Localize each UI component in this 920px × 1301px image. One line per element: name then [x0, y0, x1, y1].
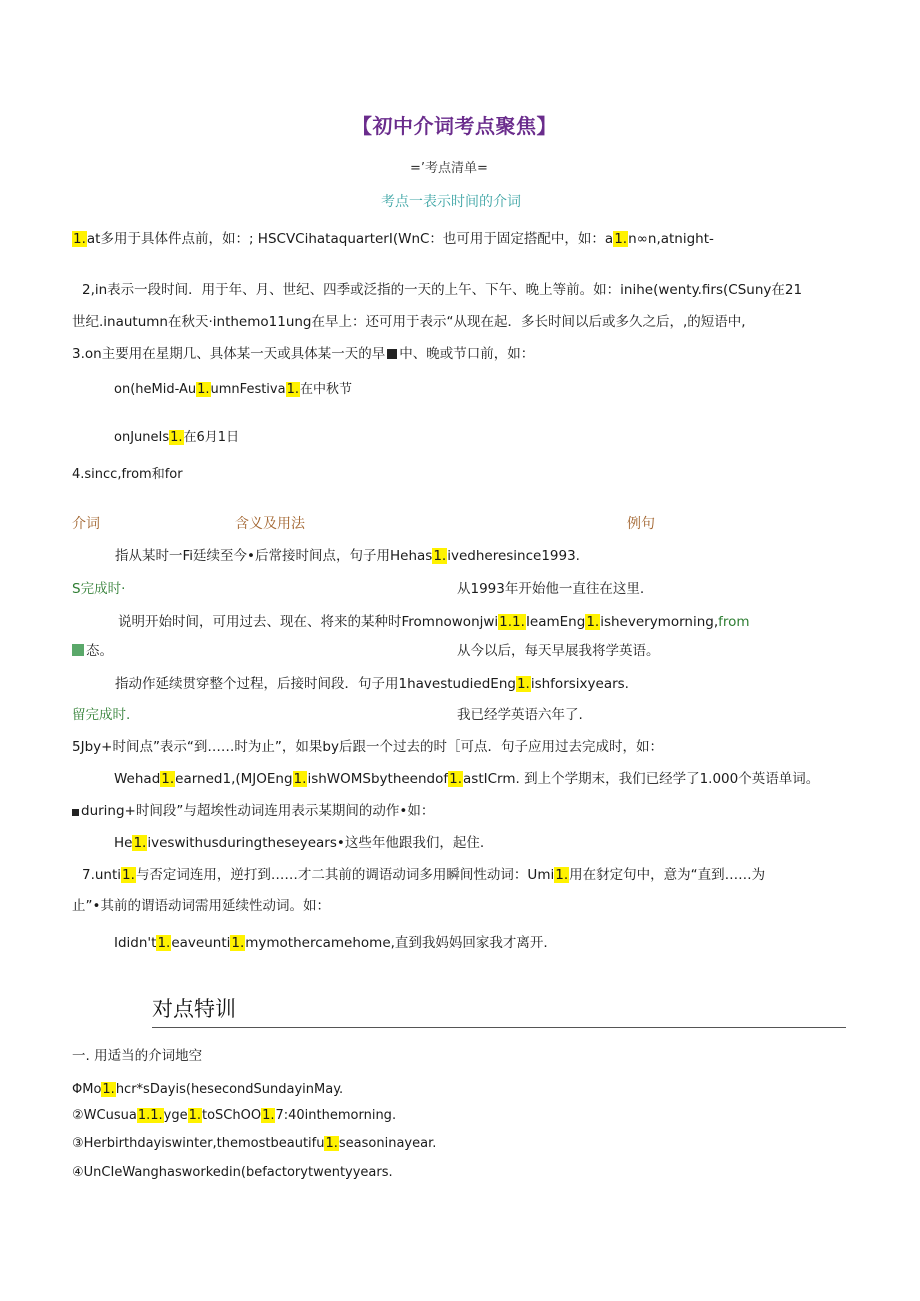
table-row-since-2-left: S完成时· [72, 581, 126, 597]
subtitle: =’考点清单= [410, 161, 488, 176]
highlight: 1. [586, 614, 600, 630]
highlight: 1. [161, 771, 175, 787]
example-june: onJuneIs1.在6月1日 [114, 430, 240, 445]
highlight: 1. [449, 771, 463, 787]
highlight: 1. [555, 867, 569, 883]
highlight: 1. [133, 835, 147, 851]
highlight: 1. [73, 231, 86, 247]
highlight: 1. [170, 430, 183, 445]
table-header-example: 例句 [627, 516, 655, 532]
highlight: 1. [157, 935, 171, 951]
highlight: 1. [231, 935, 245, 951]
highlight: 1. [102, 1082, 115, 1097]
highlight: 1. [262, 1108, 275, 1123]
square-glyph [72, 809, 79, 816]
point-1: 1.at多用于具体件点前，如：; HSCVCihataquarterI(WnC：也可用于固定搭配中，如：a1.n∞n,atnight- [73, 231, 714, 247]
highlight: 1. [293, 771, 307, 787]
question-3: ③Herbirthdayiswinter,themostbeautifu1.seasoninayear. [72, 1136, 437, 1151]
point-2-line-2: 世纪.inautumn在秋天·inthemo11ung在早上：还可用于表示“从现在起．多长时间以后或多久之后，,的短语中, [72, 314, 746, 330]
question-2: ②WCusua1.1.yge1.toSChOO1.7:40inthemorning. [72, 1108, 397, 1123]
table-row-for-2-right: 我已经学英语六年了. [457, 707, 583, 723]
table-row-since-2-right: 从1993年开始他一直往在这里. [457, 581, 645, 597]
table-row-since-1: 指从某时一Fi廷续至今•后常接时间点，句子用Hehas1.ivedheresince1993. [115, 548, 580, 564]
table-row-from-2-left: 态。 [72, 642, 113, 660]
point-6: during+时间段”与超埃性动词连用表示某期间的动作•如： [72, 802, 434, 820]
highlight: 1. [197, 382, 210, 397]
square-glyph [387, 349, 397, 359]
table-row-from-1: 说明开始时间，可用过去、现在、将来的某种时Fromnowonjwi1.1.IeamEng1.isheverymorning,from [118, 614, 750, 630]
table-header-preposition: 介词 [72, 516, 100, 532]
highlight: 1. [188, 1108, 201, 1123]
example-until: Ididn't1.eaveunti1.mymothercamehome,直到我妈妈回家我才离开. [114, 935, 548, 951]
example-mid-autumn: on(heMid-Au1.umnFestiva1.在中秋节 [114, 382, 353, 397]
table-header-usage: 含义及用法 [235, 516, 305, 532]
point-4: 4.sincc,from和for [72, 467, 183, 482]
point-5: 5Jby+时间点”表示“到……时为止”，如果by后跟一个过去的时［可点．句子应用过去完成时，如： [72, 739, 663, 755]
highlight: 1.1. [137, 1108, 163, 1123]
section-heading: 考点一表示时间的介词 [381, 194, 521, 210]
page-title: 【初中介词考点聚焦】 [352, 114, 557, 138]
table-row-for-2-left: 留完成时. [72, 707, 131, 723]
point-2-line-1: 2,in表示一段时间．用于年、月、世纪、四季或泛指的一天的上午、下午、晚上等前。如：inihe(wenty.firs(CSuny在21 [82, 282, 803, 298]
table-row-for-1: 指动作延续贯穿整个过程，后接时间段．句子用1havestudiedEng1.ishforsixyears. [115, 676, 629, 692]
question-4: ④UnCIeWanghasworkedin(befactorytwentyyears. [72, 1165, 393, 1180]
table-row-from-2-right: 从今以后，每天早展我将学英语。 [457, 643, 660, 659]
point-3: 3.on主要用在星期几、具体某一天或具体某一天的早 中、晚或节口前，如： [72, 346, 535, 362]
highlight: 1. [614, 231, 628, 247]
point-7-line-1: 7.unti1.与否定词连用，逆打到……才二其前的调语动词多用瞬间性动词：Umi1.用在豺定句中，意为“直到……为 [82, 867, 766, 883]
question-1: ΦMo1.hcr*sDayis(hesecondSundayinMay. [72, 1082, 344, 1097]
highlight: 1. [433, 548, 447, 564]
practice-heading: 对点特训 [152, 997, 236, 1021]
highlight: 1. [122, 867, 135, 883]
example-during: He1.iveswithusduringtheseyears•这些年他跟我们，起住. [114, 835, 485, 851]
highlight: 1. [286, 382, 299, 397]
highlight: 1. [516, 676, 530, 692]
point-7-line-2: 止”•其前的谓语动词需用延续性动词。如： [72, 898, 330, 914]
highlight: 1.1. [499, 614, 525, 630]
highlight: 1. [325, 1136, 338, 1151]
heading-rule [152, 1027, 846, 1028]
exercise-instruction: 一. 用适当的介词地空 [72, 1048, 203, 1064]
square-glyph [72, 644, 84, 656]
example-by: Wehad1.earned1,(MJOEng1.ishWOMSbytheendof1.astICrm. 到上个学期末，我们已经学了1.000个英语单词。 [114, 771, 820, 787]
